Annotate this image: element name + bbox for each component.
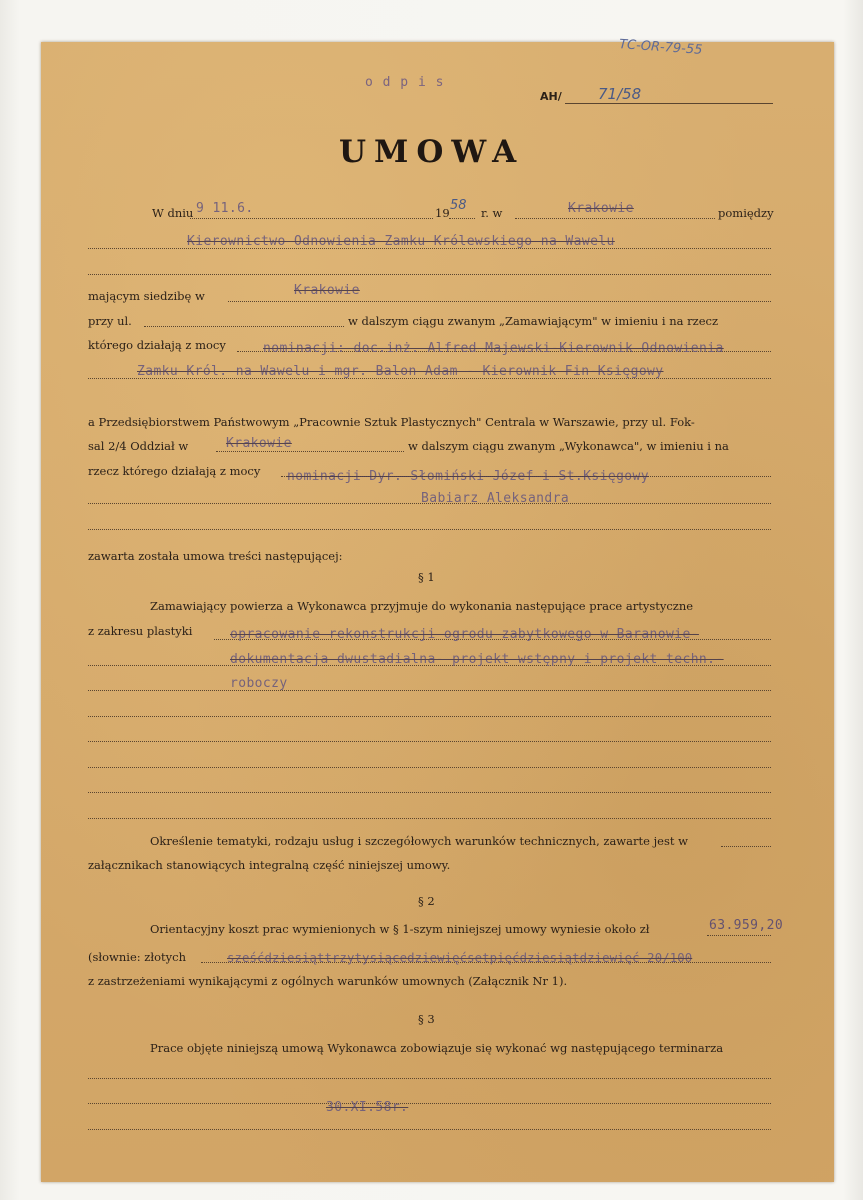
party1-name: Kierownictwo Odnowienia Zamku Królewskiego na Wawelu [187,234,615,249]
oddzial-dotted-line [216,451,404,452]
r-w-label: r. w [481,206,503,220]
amount-dotted-line [707,935,771,936]
koszt-text: Orientacyjny koszt prac wymienionych w § 1-szym niniejszej umowy wyniesie około zł [150,922,650,936]
oddzial-value: Krakowie [226,436,292,451]
zakres-dotted-line-5 [88,741,771,742]
zastrzezenia-text: z zastrzeżeniami wynikającymi z ogólnych warunków umownych (Załącznik Nr 1). [88,974,568,988]
zakres-dotted-line-6 [88,767,771,768]
date-dotted-line [190,218,433,219]
rzecz-label: rzecz którego działają z mocy [88,464,261,478]
siedziba-value: Krakowie [294,283,360,298]
przy-ul-label: przy ul. [88,314,132,328]
section1-text: Zamawiający powierza a Wykonawca przyjmuje do wykonania następujące prace artystyczne [150,599,694,613]
party1-rep-line1: nominacji: doc.inż. Alfred Majewski-Kierownik Odnowienia [263,341,724,356]
ah-label: AH/ [540,90,562,103]
zakres-line1: opracowanie rekonstrukcji ogrodu zabytkowego w Baranowie- [230,627,699,642]
party2-rep-line1: nominacji Dyr. Słomiński Józef i St.Księgowy [287,469,649,484]
contract-document [41,37,834,1182]
slownie-label: (słownie: złotych [88,950,186,964]
ah-number: 71/58 [598,85,642,103]
year-prefix: 19 [435,206,450,220]
terminarz-dotted-line-3 [88,1129,771,1130]
oddzial-label: sal 2/4 Oddział w [88,439,189,453]
ktorego-label: którego działają z mocy [88,338,226,352]
party1-dotted-line-2 [88,274,771,275]
okreslenie-text: Określenie tematyki, rodzaju usług i szczegółowych warunków technicznych, zawarte jest w [150,834,688,848]
section3-heading: § 3 [418,1012,435,1026]
document-title: UMOWA [339,134,525,170]
year-value: 58 [450,198,467,213]
siedziba-label: mającym siedzibę w [88,289,205,303]
place-dotted-line [515,218,715,219]
siedziba-dotted-line [228,301,771,302]
terminarz-dotted-line-1 [88,1078,771,1079]
date-value: 9 11.6. [196,201,254,216]
party1-rep-line2: Zamku Król. na Wawelu i mgr. Balon Adam - Kierownik Fin-Księgowy [137,364,664,379]
deadline-value: 30.XI.58r. [326,1100,409,1115]
odpis-label: o d p i s [365,75,445,90]
zakres-dotted-line-3 [88,690,771,691]
okreslenie-dotted-line [721,846,771,847]
section2-heading: § 2 [418,894,435,908]
w-dniu-label: W dniu [152,206,194,220]
party2-rep-line2: Babiarz Aleksandra [421,491,570,506]
place-value: Krakowie [568,201,634,216]
zawarta-text: zawarta została umowa treści następującej: [88,549,343,563]
zakres-dotted-line-7 [88,792,771,793]
terminarz-dotted-line-2 [88,1103,771,1104]
zakres-label: z zakresu plastyki [88,624,193,638]
amount-value: 63.959,20 [709,918,784,933]
archive-note: TC-OR-79-55 [618,37,703,58]
section1-heading: § 1 [418,570,435,584]
wykonawca-text: w dalszym ciągu zwanym „Wykonawca", w imieniu i na [408,439,729,453]
zakres-line3: roboczy [230,676,288,691]
zamawiajacy-text: w dalszym ciągu zwanym „Zamawiającym" w imieniu i na rzecz [348,314,719,328]
zalaczniki-text: załącznikach stanowiących integralną część niniejszej umowy. [88,858,451,872]
year-dotted-line [449,218,475,219]
zakres-line2: dokumentacja dwustadialna- projekt wstępny i projekt techn.- [230,652,724,667]
przy-ul-dotted-line [144,326,344,327]
zakres-dotted-line-8 [88,818,771,819]
zakres-dotted-line-4 [88,716,771,717]
party2-extra-dotted-line [88,529,771,530]
section3-text: Prace objęte niniejszą umową Wykonawca zobowiązuje się wykonać wg następującego terminarza [150,1041,724,1055]
slownie-value: sześćdziesiąttrzytysiącedziewięćsetpięćdziesiątdziewięć 20/100 [227,951,693,965]
pomiedzy-label: pomiędzy [718,206,774,220]
przedsiebiorstwo-text: a Przedsiębiorstwem Państwowym „Pracownie Sztuk Plastycznych" Centrala w Warszawie, przy ul. Fok- [88,415,695,429]
ah-dotted-line [565,103,773,104]
